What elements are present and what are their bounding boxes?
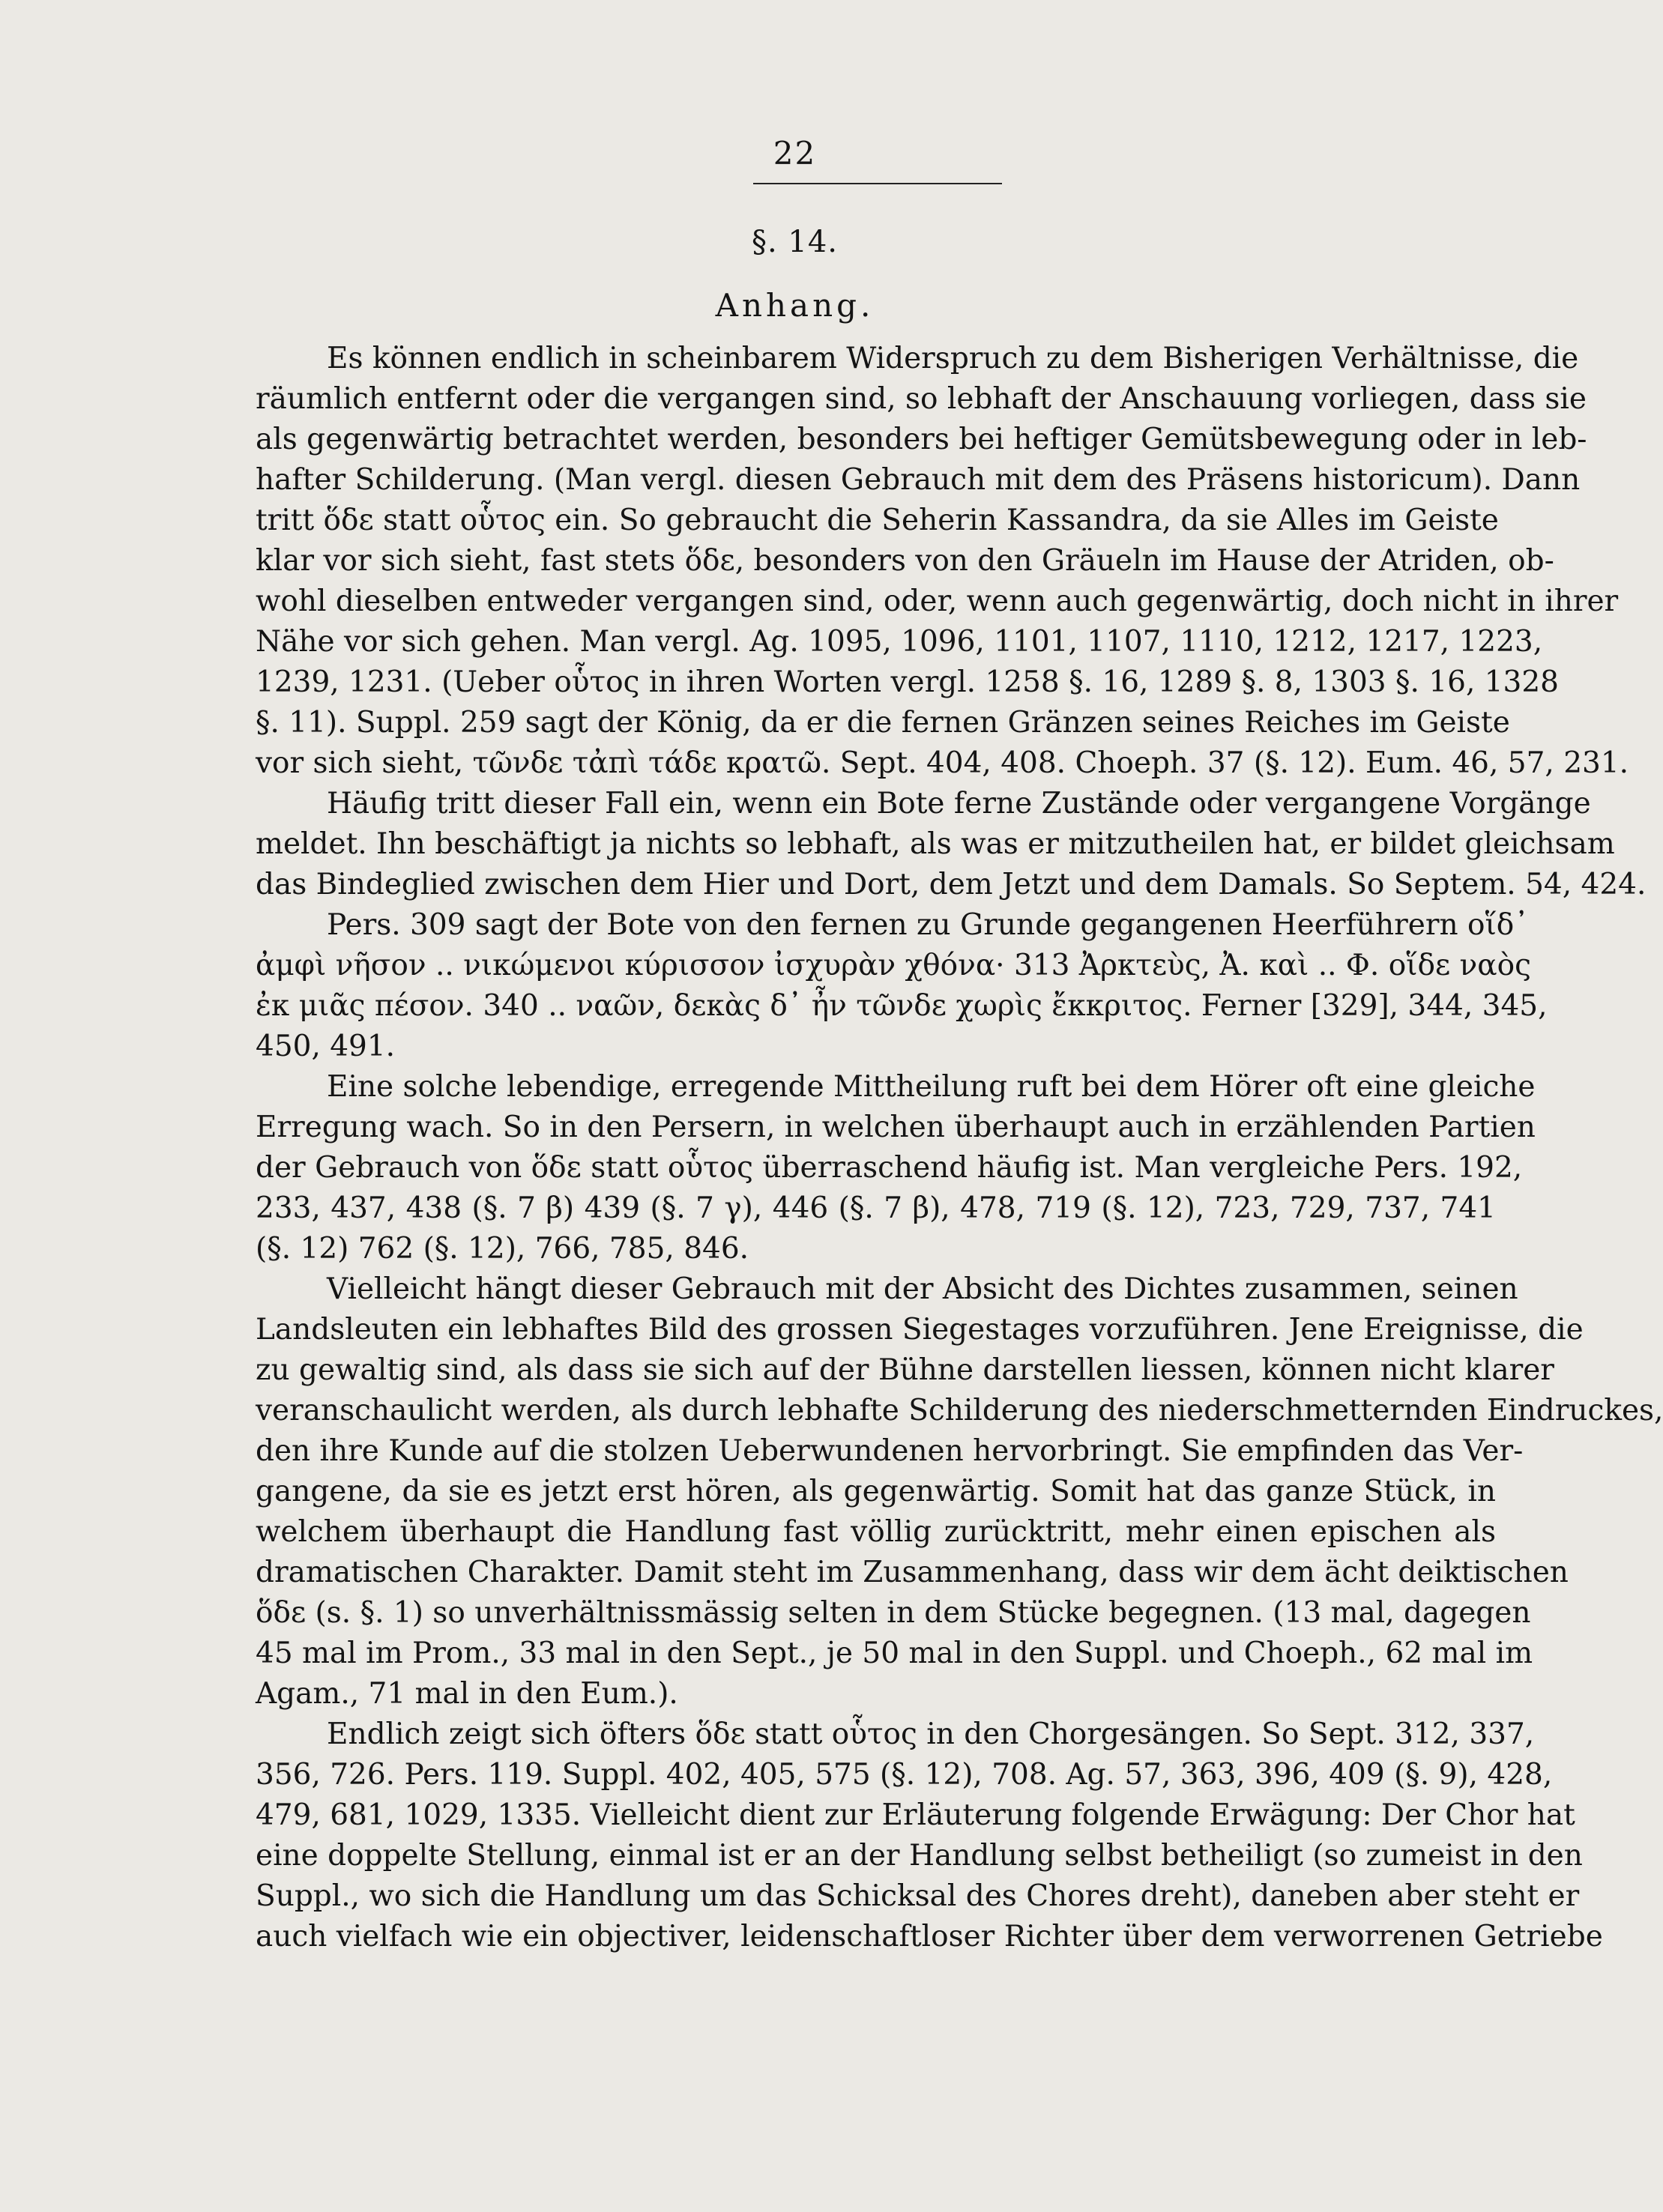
text-line: Es können endlich in scheinbarem Widerspruch zu dem Bisherigen Verhältnisse, die (327, 342, 1579, 375)
text-line: hafter Schilderung. (Man vergl. diesen Gebrauch mit dem des Präsens historicum). Dann (256, 463, 1581, 497)
text-line: 479, 681, 1029, 1335. Vielleicht dient zur Erläuterung folgende Erwägung: Der Chor hat (256, 1798, 1575, 1832)
section-heading: Anhang. (715, 287, 875, 324)
header-rule (753, 183, 1002, 184)
page-number: 22 (773, 135, 817, 172)
text-line: welchem überhaupt die Handlung fast völlig zurücktritt, mehr einen epischen als (256, 1515, 1496, 1549)
text-line: Erregung wach. So in den Persern, in welchen überhaupt auch in erzählenden Partien (256, 1110, 1536, 1144)
text-line: ἐκ μιᾶς πέσον. 340 .. ναῶν, δεκὰς δ᾽ ἦν τῶνδε χωρὶς ἔκκριτος. Ferner [329], 344, 345, (256, 989, 1548, 1023)
text-line: 233, 437, 438 (§. 7 β) 439 (§. 7 γ), 446 (§. 7 β), 478, 719 (§. 12), 723, 729, 737, 741 (256, 1191, 1496, 1225)
text-line: den ihre Kunde auf die stolzen Ueberwundenen hervorbringt. Sie empfinden das Ver- (256, 1434, 1524, 1468)
text-line: der Gebrauch von ὅδε statt οὗτος überraschend häufig ist. Man vergleiche Pers. 192, (256, 1151, 1523, 1185)
text-line: Vielleicht hängt dieser Gebrauch mit der Absicht des Dichtes zusammen, seinen (327, 1272, 1518, 1306)
text-line: tritt ὅδε statt οὗτος ein. So gebraucht die Seherin Kassandra, da sie Alles im Geiste (256, 504, 1499, 537)
text-line: klar vor sich sieht, fast stets ὅδε, besonders von den Gräueln im Hause der Atriden, ob- (256, 544, 1554, 578)
text-line: dramatischen Charakter. Damit steht im Zusammenhang, dass wir dem ächt deiktischen (256, 1556, 1569, 1589)
section-number: §. 14. (751, 225, 839, 259)
text-line: vor sich sieht, τῶνδε τἀπὶ τάδε κρατῶ. Sept. 404, 408. Choeph. 37 (§. 12). Eum. 46, 57, 231. (256, 746, 1629, 780)
text-line: eine doppelte Stellung, einmal ist er an der Handlung selbst betheiligt (so zumeist in den (256, 1839, 1583, 1873)
text-line: veranschaulicht werden, als durch lebhafte Schilderung des niederschmetternden Eindruckes, (256, 1394, 1663, 1427)
text-line: 450, 491. (256, 1030, 396, 1063)
text-line: Landsleuten ein lebhaftes Bild des grossen Siegestages vorzuführen. Jene Ereignisse, die (256, 1313, 1584, 1347)
text-line: zu gewaltig sind, als dass sie sich auf der Bühne darstellen liessen, können nicht klarer (256, 1353, 1554, 1387)
text-line: Pers. 309 sagt der Bote von den fernen zu Grunde gegangenen Heerführern οἵδ᾽ (327, 908, 1529, 942)
text-line: ἀμφὶ νῆσον .. νικώμενοι κύρισσον ἰσχυρὰν χθόνα· 313 Ἀρκτεὺς, Ἀ. καὶ .. Φ. οἵδε ναὸς (256, 949, 1531, 982)
text-line: auch vielfach wie ein objectiver, leidenschaftloser Richter über dem verworrenen Getriebe (256, 1920, 1603, 1953)
text-line: gangene, da sie es jetzt erst hören, als gegenwärtig. Somit hat das ganze Stück, in (256, 1475, 1496, 1508)
text-line: 45 mal im Prom., 33 mal in den Sept., je 50 mal in den Suppl. und Choeph., 62 mal im (256, 1637, 1533, 1670)
text-line: meldet. Ihn beschäftigt ja nichts so lebhaft, als was er mitzutheilen hat, er bildet gleichsam (256, 827, 1615, 861)
text-line: Agam., 71 mal in den Eum.). (256, 1677, 678, 1711)
text-line: 1239, 1231. (Ueber οὗτος in ihren Worten vergl. 1258 §. 16, 1289 §. 8, 1303 §. 16, 1328 (256, 665, 1559, 699)
text-line: Häufig tritt dieser Fall ein, wenn ein Bote ferne Zustände oder vergangene Vorgänge (327, 787, 1591, 821)
text-line: das Bindeglied zwischen dem Hier und Dort, dem Jetzt und dem Damals. So Septem. 54, 424. (256, 868, 1647, 901)
text-line: wohl dieselben entweder vergangen sind, oder, wenn auch gegenwärtig, doch nicht in ihrer (256, 584, 1619, 618)
text-line: als gegenwärtig betrachtet werden, besonders bei heftiger Gemütsbewegung oder in leb- (256, 423, 1587, 456)
text-line: Nähe vor sich gehen. Man vergl. Ag. 1095, 1096, 1101, 1107, 1110, 1212, 1217, 1223, (256, 625, 1543, 659)
text-line: ὅδε (s. §. 1) so unverhältnissmässig selten in dem Stücke begegnen. (13 mal, dagegen (256, 1596, 1531, 1630)
text-line: 356, 726. Pers. 119. Suppl. 402, 405, 575 (§. 12), 708. Ag. 57, 363, 396, 409 (§. 9), 428, (256, 1758, 1553, 1792)
text-line: Suppl., wo sich die Handlung um das Schicksal des Chores dreht), daneben aber steht er (256, 1879, 1580, 1913)
text-line: Endlich zeigt sich öfters ὅδε statt οὗτος in den Chorgesängen. So Sept. 312, 337, (327, 1717, 1535, 1751)
text-line: §. 11). Suppl. 259 sagt der König, da er die fernen Gränzen seines Reiches im Geiste (256, 706, 1510, 740)
text-line: räumlich entfernt oder die vergangen sind, so lebhaft der Anschauung vorliegen, dass sie (256, 382, 1587, 416)
text-line: (§. 12) 762 (§. 12), 766, 785, 846. (256, 1232, 749, 1266)
text-line: Eine solche lebendige, erregende Mittheilung ruft bei dem Hörer oft eine gleiche (327, 1070, 1536, 1104)
body-text (256, 339, 1663, 1957)
